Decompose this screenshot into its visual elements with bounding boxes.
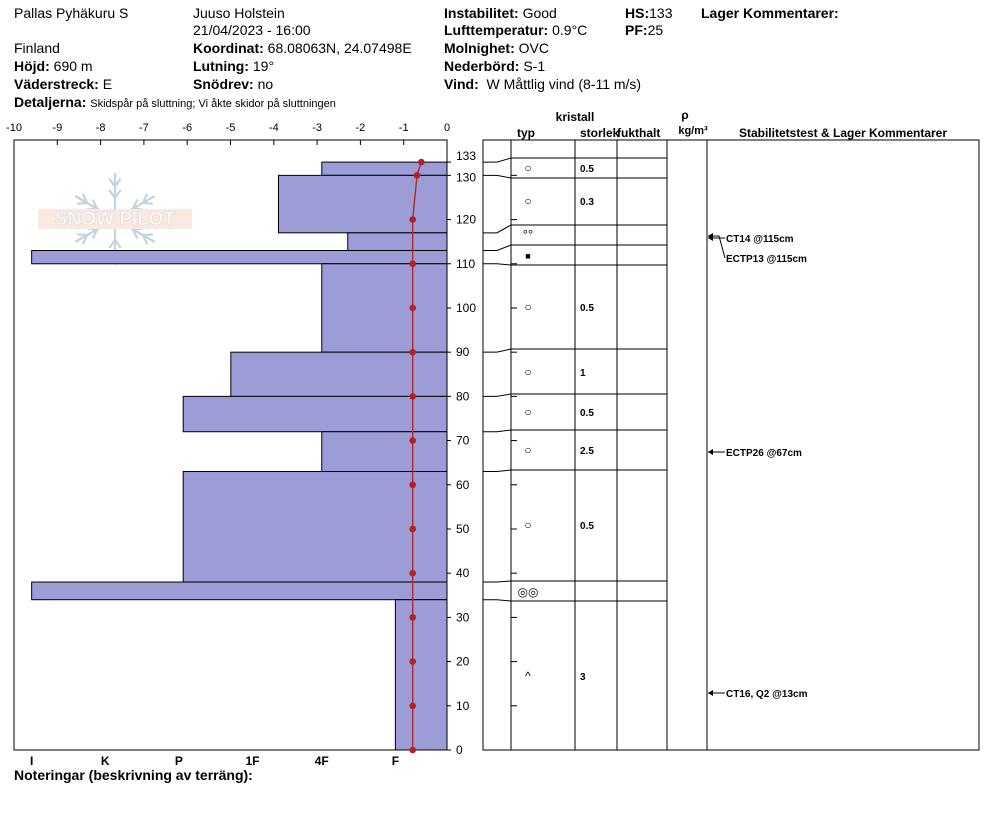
crystal-size: 0.5 — [580, 164, 594, 175]
crystal-size: 2.5 — [580, 446, 594, 457]
hojd-value: 690 m — [53, 58, 93, 74]
arrow-head-icon — [708, 690, 713, 696]
hardness-bar — [322, 162, 447, 175]
layer-connector — [483, 394, 511, 396]
hardness-label: I — [29, 754, 34, 768]
col-fukthalt: fukthalt — [617, 126, 661, 140]
moln-label: Molnighet: — [444, 40, 515, 56]
hardness-bar — [322, 432, 447, 472]
layer-connector — [483, 225, 511, 233]
snowflake-branch — [77, 203, 87, 204]
hardness-label: 4F — [314, 754, 329, 768]
hardness-bar — [32, 251, 447, 264]
crystal-size: 0.3 — [580, 197, 594, 208]
temp-tick-label: -6 — [182, 122, 193, 134]
layer-connector — [483, 581, 511, 582]
instab-label: Instabilitet: — [444, 5, 519, 21]
temperature-point — [409, 614, 416, 621]
hardness-bar — [32, 582, 447, 600]
hardness-bar — [231, 352, 447, 396]
height-tick-label: 10 — [456, 698, 470, 713]
col-kristall: kristall — [555, 110, 595, 124]
temperature-point — [409, 260, 416, 267]
layer-connector — [483, 430, 511, 432]
snodrev-label: Snödrev: — [193, 76, 254, 92]
table-frame — [483, 140, 979, 750]
height-tick-label: 40 — [456, 566, 470, 581]
lutning-label: Lutning: — [193, 58, 249, 74]
location: Pallas Pyhäkuru S — [14, 5, 129, 21]
layer-connector — [483, 349, 511, 352]
crystal-type: ○ — [524, 518, 532, 532]
col-typ: typ — [517, 126, 535, 140]
moln-value: OVC — [518, 40, 549, 56]
neder-value: S-1 — [523, 58, 546, 74]
snowflake-branch — [77, 234, 87, 235]
snowflake-branch — [143, 234, 153, 235]
detaljerna-label: Detaljerna: — [14, 94, 87, 110]
hardness-label: 1F — [245, 754, 260, 768]
hardness-bar — [183, 396, 447, 431]
stability-test: ECTP13 @115cm — [726, 254, 807, 265]
stability-test: ECTP26 @67cm — [726, 448, 802, 459]
layer-connector — [483, 600, 511, 601]
temperature-point — [409, 481, 416, 488]
koord-value: 68.08063N, 24.07498E — [267, 40, 412, 56]
temperature-point — [409, 747, 416, 754]
crystal-size: 1 — [580, 368, 586, 379]
col-rho-unit: kg/m³ — [678, 125, 708, 137]
luft-label: Lufttemperatur: — [444, 22, 549, 38]
temp-tick-label: -8 — [95, 122, 106, 134]
vind-value: W Måttlig vind (8-11 m/s) — [486, 76, 642, 92]
height-tick-label: 120 — [456, 212, 477, 227]
hs-label: HS: — [625, 5, 650, 21]
height-tick-label: 133 — [456, 149, 477, 164]
temperature-point — [409, 437, 416, 444]
temperature-point — [409, 393, 416, 400]
crystal-size: 3 — [580, 672, 586, 683]
temperature-point — [409, 570, 416, 577]
height-tick-label: 130 — [456, 170, 477, 185]
temperature-point — [409, 658, 416, 665]
layer-connector — [483, 245, 511, 251]
col-rho: ρ — [681, 108, 689, 122]
pf-value: 25 — [647, 22, 664, 38]
temperature-point — [414, 172, 421, 179]
luft-value: 0.9°C — [552, 22, 588, 38]
crystal-size: 0.5 — [580, 303, 594, 314]
height-tick-label: 90 — [456, 345, 470, 360]
vind-label: Vind: — [444, 76, 479, 92]
crystal-type: ○ — [524, 300, 532, 314]
country: Finland — [14, 40, 60, 56]
height-tick-label: 100 — [456, 300, 477, 315]
crystal-type: ○ — [524, 443, 532, 457]
hardness-label: F — [391, 754, 400, 768]
crystal-type: ○ — [524, 194, 532, 208]
height-tick-label: 30 — [456, 610, 470, 625]
stability-test: CT16, Q2 @13cm — [726, 689, 808, 700]
neder-label: Nederbörd: — [444, 58, 520, 74]
temperature-point — [409, 349, 416, 356]
snowflake-branch — [143, 203, 153, 204]
crystal-type: ○ — [524, 365, 532, 379]
layer-connector — [483, 175, 511, 178]
vader-label: Väderstreck: — [14, 76, 99, 92]
temp-tick-label: 0 — [443, 122, 451, 134]
height-tick-label: 50 — [456, 521, 470, 536]
crystal-type: °° — [522, 227, 534, 242]
hardness-bar — [348, 233, 447, 251]
hardness-bar — [395, 600, 447, 750]
watermark-text: SNOW PILOT — [54, 209, 176, 230]
snodrev-value: no — [257, 76, 274, 92]
lutning-value: 19° — [252, 58, 275, 74]
instab-value: Good — [522, 5, 557, 21]
temp-tick-label: -1 — [398, 122, 409, 134]
temperature-point — [418, 159, 425, 166]
temp-tick-label: -9 — [52, 122, 63, 134]
crystal-type: ○ — [524, 161, 532, 175]
temp-tick-label: -5 — [225, 122, 236, 134]
hojd-label: Höjd: — [14, 58, 50, 74]
layer-connector — [483, 158, 511, 162]
layer-connector — [483, 264, 511, 265]
crystal-type: ^ — [525, 669, 531, 683]
col-storlek: storlek — [580, 126, 620, 140]
detaljerna-value: Skidspår på sluttning; Vi åkte skidor på sluttningen — [90, 98, 336, 110]
height-tick-label: 0 — [456, 743, 463, 757]
noteringar-label: Noteringar (beskrivning av terräng): — [14, 767, 253, 783]
temperature-point — [409, 702, 416, 709]
temp-tick-label: -2 — [355, 122, 366, 134]
height-tick-label: 80 — [456, 389, 470, 404]
height-tick-label: 60 — [456, 477, 470, 492]
height-tick-label: 70 — [456, 433, 470, 448]
observer: Juuso Holstein — [193, 5, 285, 21]
hardness-label: P — [174, 754, 183, 768]
pf-label: PF: — [625, 22, 648, 38]
hardness-bar — [183, 472, 447, 583]
height-tick-label: 110 — [456, 256, 476, 271]
hs-value: 133 — [649, 5, 673, 21]
hardness-label: K — [100, 754, 110, 768]
koord-label: Koordinat: — [193, 40, 264, 56]
crystal-type: ○ — [524, 405, 532, 419]
hardness-bar — [322, 264, 447, 352]
temp-tick-label: -4 — [268, 122, 279, 134]
temp-tick-label: -3 — [312, 122, 322, 134]
height-tick-label: 20 — [456, 654, 470, 669]
temp-tick-label: -7 — [139, 122, 149, 134]
arrow-head-icon — [708, 449, 713, 455]
crystal-size: 0.5 — [580, 408, 594, 419]
crystal-type: ◎◎ — [517, 585, 539, 599]
temperature-point — [409, 305, 416, 312]
layer-connector — [483, 470, 511, 472]
crystal-size: 0.5 — [580, 521, 594, 532]
hardness-bar — [278, 175, 447, 232]
temp-tick-label: -10 — [6, 122, 22, 134]
crystal-type: ■ — [525, 251, 531, 261]
vader-value: E — [102, 76, 113, 92]
temperature-point — [409, 526, 416, 533]
col-stability: Stabilitetstest & Lager Kommentarer — [738, 126, 948, 140]
temperature-point — [409, 216, 416, 223]
datetime: 21/04/2023 - 16:00 — [193, 22, 311, 38]
stability-test: CT14 @115cm — [726, 234, 794, 245]
lager-kommentarer-title: Lager Kommentarer: — [701, 5, 839, 21]
